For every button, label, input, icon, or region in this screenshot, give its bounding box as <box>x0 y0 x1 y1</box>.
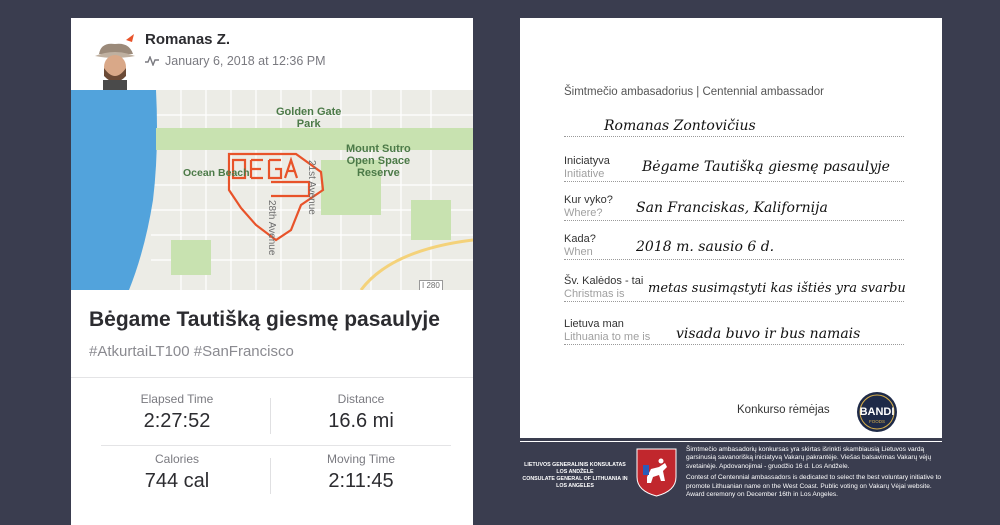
lithuania-crest-icon <box>635 447 678 497</box>
row-label-en: Where? <box>564 207 603 219</box>
consulate-name-en: CONSULATE GENERAL OF LITHUANIA IN LOS ANGELES <box>522 476 628 489</box>
bandi-logo-subtext: FOODS <box>868 419 886 424</box>
stat-value: 744 cal <box>144 470 210 492</box>
bandi-logo <box>855 391 899 433</box>
footer-text-lt: Šimtmečio ambasadorių konkursas yra skirtas išrinkti skambiausią Lietuvos vardą garsinusią savanorišką iniciatyvą Vakarų pakrantėje. Viešas balsavimas Vakarų vėjų svetainėje. Apdovanojimai - gruodžio 16 d. Los Andžele. <box>686 446 932 470</box>
stat-label: Calories <box>154 452 199 466</box>
row-label-lt: Kur vyko? <box>564 194 613 206</box>
row-value: San Franciskas, Kalifornija <box>636 200 828 216</box>
avatar[interactable] <box>93 32 137 90</box>
dotted-line <box>564 344 904 345</box>
stat-label: Distance <box>337 392 385 406</box>
stat-distance <box>261 392 461 433</box>
consulate-name-lt: LIETUVOS GENERALINIS KONSULATAS LOS ANDŽELE <box>524 462 626 475</box>
row-label <box>564 155 610 181</box>
dotted-line <box>564 259 904 260</box>
row-label-lt: Šv. Kalėdos - tai <box>564 275 644 287</box>
row-value: visada buvo ir bus namais <box>676 326 861 342</box>
row-label-en: Initiative <box>564 168 605 180</box>
map-label-21st: 21st Avenue <box>306 160 317 215</box>
sponsor-label: Konkurso rėmėjas <box>737 404 830 416</box>
stat-label: Elapsed Time <box>140 392 214 406</box>
dotted-line <box>564 181 904 182</box>
bandi-logo-text: BANDI <box>859 406 895 418</box>
map-label-park: Golden Gate Park <box>276 106 342 130</box>
row-label-en: Christmas is <box>564 288 625 300</box>
row-label <box>564 194 613 220</box>
activity-date: January 6, 2018 at 12:36 PM <box>165 54 326 68</box>
map-label-reserve: Mount Sutro Open Space Reserve <box>346 143 411 179</box>
row-value: metas susimąstyti kas ištiės yra svarbu <box>648 281 906 296</box>
row-initiative <box>564 153 904 183</box>
activity-hashtags: #AtkurtaiLT100 #SanFrancisco <box>89 343 294 360</box>
consulate-name <box>520 462 630 490</box>
dotted-line <box>564 136 904 137</box>
stat-separator <box>270 458 271 494</box>
row-label-lt: Iniciatyva <box>564 155 610 167</box>
row-label-lt: Kada? <box>564 233 596 245</box>
row-label <box>564 233 596 259</box>
row-value: 2018 m. sausio 6 d. <box>636 239 775 255</box>
map-label-route: I 280 <box>419 280 443 290</box>
stat-value: 16.6 mi <box>328 410 394 432</box>
row-when <box>564 231 904 261</box>
footer-text-en: Contest of Centennial ambassadors is dedicated to select the best voluntary initiative to promote Lithuanian name on the West Coast. Public voting on Vakarų Vėjai website. Award ceremony on December 16th in Los Angeles. <box>686 474 942 499</box>
stat-label: Moving Time <box>326 452 396 466</box>
row-label-lt: Lietuva man <box>564 318 624 330</box>
ambassador-header: Šimtmečio ambasadorius | Centennial ambassador <box>564 86 824 98</box>
stat-elapsed-time <box>77 392 277 433</box>
row-label-en: Lithuania to me is <box>564 331 651 343</box>
row-label-en: When <box>564 246 593 258</box>
stats-divider <box>71 377 473 378</box>
map-label-beach: Ocean Beach <box>183 167 250 179</box>
stats-row-divider <box>101 445 451 446</box>
map-graphic <box>71 90 473 290</box>
user-name[interactable]: Romanas Z. <box>145 31 231 48</box>
activity-meta <box>145 54 326 68</box>
ambassador-card <box>520 18 942 438</box>
activity-card <box>71 18 473 525</box>
footer-text <box>686 446 944 502</box>
dotted-line <box>564 220 904 221</box>
ambassador-name: Romanas Zontovičius <box>604 118 756 134</box>
ambassador-name-row <box>564 118 904 138</box>
row-label <box>564 275 643 301</box>
row-lithuania <box>564 316 904 346</box>
route-map[interactable] <box>71 90 473 290</box>
dotted-line <box>564 301 904 302</box>
footer-rule <box>520 441 942 442</box>
stat-value: 2:11:45 <box>328 470 394 492</box>
row-label <box>564 318 650 344</box>
map-label-28th: 28th Avenue <box>266 200 277 256</box>
row-christmas <box>564 273 904 303</box>
activity-title[interactable]: Bėgame Tautišką giesmę pasaulyje <box>89 308 440 331</box>
stat-separator <box>270 398 271 434</box>
stat-calories <box>77 452 277 493</box>
stat-value: 2:27:52 <box>143 410 211 432</box>
row-value: Bėgame Tautišką giesmę pasaulyje <box>642 159 890 175</box>
row-where <box>564 192 904 222</box>
stat-moving-time <box>261 452 461 493</box>
activity-pulse-icon <box>145 56 159 66</box>
